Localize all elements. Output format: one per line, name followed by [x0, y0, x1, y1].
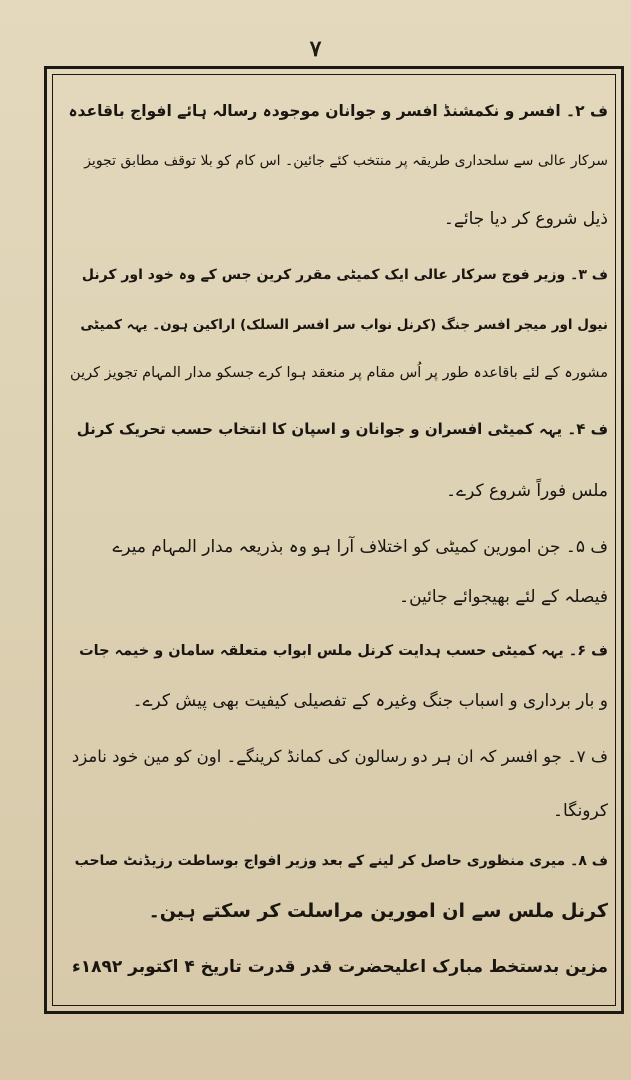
paragraph-6-line-2: و بار برداری و اسباب جنگ وغیرہ کے تفصیلی کیفیت بھی پیش کرے۔	[132, 691, 608, 711]
paragraph-8-line-1: ف ۸۔ میری منظوری حاصل کر لینے کے بعد وزیر افواج بوساطت رزیڈنٹ صاحب	[74, 853, 608, 869]
paragraph-3-line-3: مشورہ کے لئے باقاعدہ طور پر اُس مقام پر منعقد ہوا کرے جسکو مدار المہام تجویز کرین	[70, 365, 608, 381]
paragraph-7-line-1: ف ۷۔ جو افسر کہ ان ہر دو رسالون کی کمانڈ کرینگے۔ اون کو مین خود نامزد	[71, 747, 608, 766]
paragraph-5-line-1: ف ۵۔ جن امورین کمیٹی کو اختلاف آرا ہو وہ بذریعہ مدار المہام میرے	[112, 537, 608, 557]
paragraph-4-line-1: ف ۴۔ یہہ کمیٹی افسران و جوانان و اسپان کا انتخاب حسب تحریک کرنل	[76, 420, 608, 438]
signature-line: مزین بدستخط مبارک اعلیحضرت قدر قدرت تاریخ ۴ اکتوبر ۱۸۹۲ء	[71, 957, 608, 977]
paragraph-4-line-2: ملس فوراً شروع کرے۔	[446, 481, 608, 501]
paragraph-2-line-2: سرکار عالی سے سلحداری طریقہ پر منتخب کئے جائین۔ اس کام کو بلا توقف مطابق تجویز	[84, 153, 608, 169]
paragraph-3-line-2: نیول اور میجر افسر جنگ (کرنل نواب سر افسر السلک) اراکین ہون۔ یہہ کمیٹی	[80, 317, 608, 333]
paragraph-8-line-2: کرنل ملس سے ان امورین مراسلت کر سکتے ہین۔	[148, 900, 608, 922]
paragraph-2-line-3: ذیل شروع کر دیا جائے۔	[443, 209, 608, 229]
paragraph-7-line-2: کرونگا۔	[553, 801, 608, 821]
paragraph-3-line-1: ف ۳۔ وزیر فوج سرکار عالی ایک کمیٹی مقرر کرین جس کے وہ خود اور کرنل	[81, 267, 608, 283]
paragraph-6-line-1: ف ۶۔ یہہ کمیٹی حسب ہدایت کرنل ملس ابواب متعلقہ سامان و خیمہ جات	[79, 643, 608, 659]
page-number: ۷	[309, 36, 322, 62]
paragraph-5-line-2: فیصلہ کے لئے بھیجوائے جائین۔	[399, 587, 608, 607]
paragraph-2-line-1: ف ۲۔ افسر و نکمشنڈ افسر و جوانان موجودہ رسالہ ہائے افواج باقاعدہ	[68, 102, 608, 120]
